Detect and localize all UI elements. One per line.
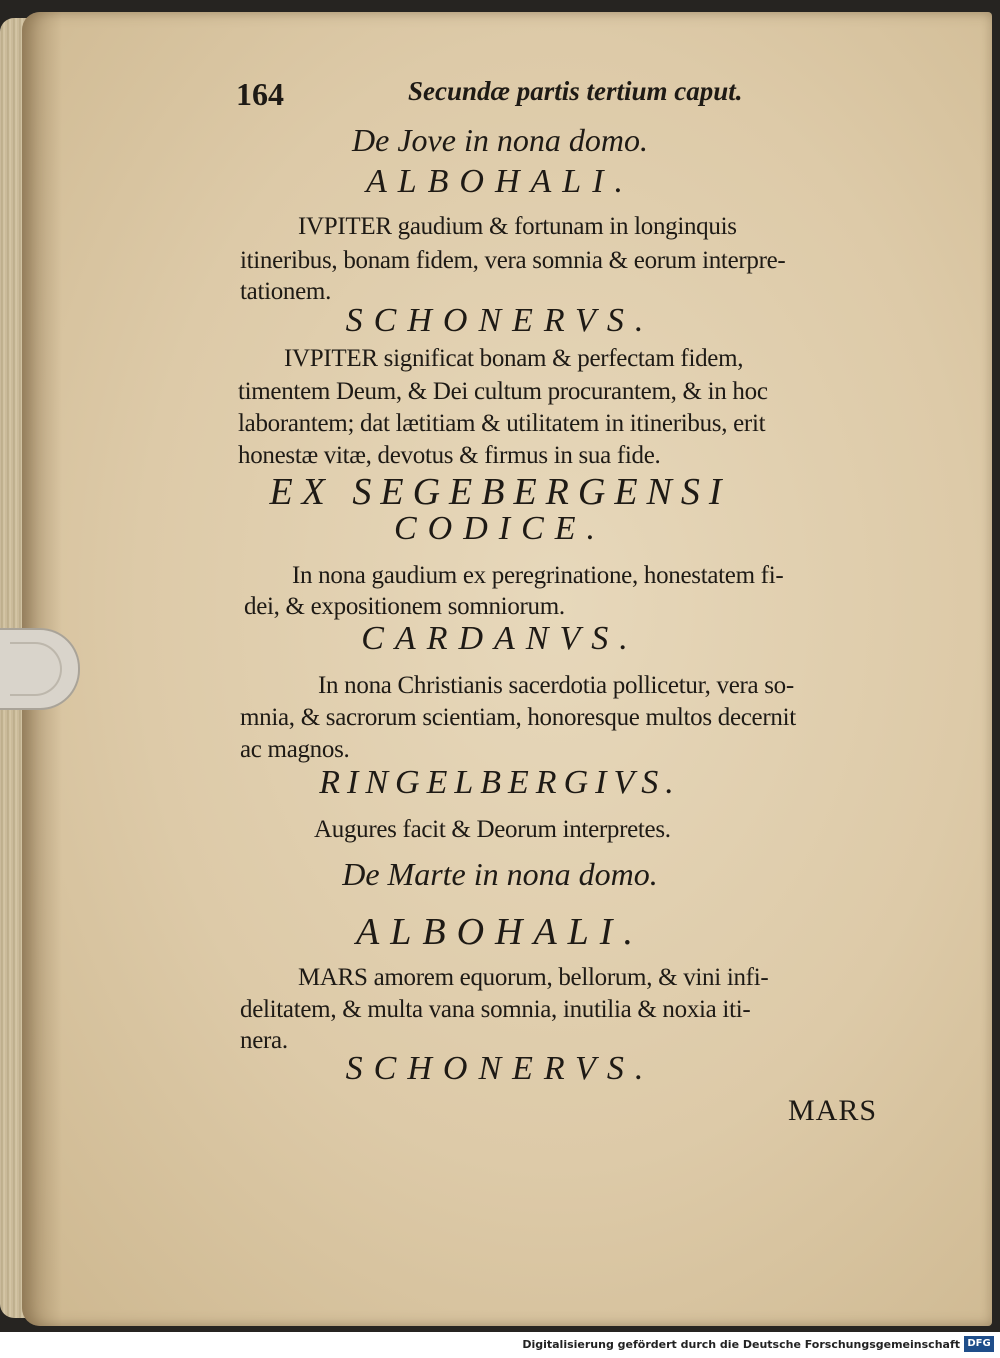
text-line: Augures facit & Deorum interpretes. (314, 816, 671, 843)
text-line: ac magnos. (240, 736, 350, 763)
text-line: In nona gaudium ex peregrinatione, honestatem fi- (292, 562, 784, 589)
footer-note: Digitalisierung gefördert durch die Deutsche Forschungsgemeinschaft (522, 1338, 960, 1351)
text-line: In nona Christianis sacerdotia pollicetur, vera so- (318, 672, 794, 699)
heading-cardanus: CARDANVS. (361, 620, 639, 657)
text-line: timentem Deum, & Dei cultum procurantem, & in hoc (238, 378, 768, 405)
text-line: tationem. (240, 278, 332, 305)
text-line: itineribus, bonam fidem, vera somnia & eorum interpre- (240, 247, 786, 274)
text-line: honestæ vitæ, devotus & firmus in sua fide. (238, 442, 661, 469)
heading-albohali-2: ALBOHALI. (356, 911, 644, 953)
heading-ringelbergius: RINGELBERGIVS. (319, 764, 681, 801)
heading-jove: De Jove in nona domo. (352, 122, 648, 158)
page-number: 164 (236, 76, 284, 112)
catchword: MARS (788, 1094, 878, 1127)
heading-albohali-1: ALBOHALI. (365, 163, 635, 200)
heading-segeberg-1: EX SEGEBERGENSI (269, 471, 731, 513)
dfg-logo: DFG (964, 1336, 994, 1352)
heading-mars: De Marte in nona domo. (342, 856, 658, 892)
text-line: mnia, & sacrorum scientiam, honoresque multos decernit (240, 704, 796, 731)
text-line: IVPITER gaudium & fortunam in longinquis (298, 213, 737, 240)
text-line: laborantem; dat lætitiam & utilitatem in itineribus, erit (238, 410, 766, 437)
heading-schonerus-2: SCHONERVS. (345, 1050, 655, 1087)
text-line: IVPITER significat bonam & perfectam fidem, (284, 345, 744, 372)
text-line: nera. (240, 1027, 288, 1054)
heading-segeberg-2: CODICE. (393, 510, 607, 547)
running-head: Secundæ partis tertium caput. (408, 76, 743, 106)
text-line: delitatem, & multa vana somnia, inutilia & noxia iti- (240, 996, 751, 1023)
book-page (22, 12, 992, 1326)
heading-schonerus-1: SCHONERVS. (345, 302, 655, 339)
text-line: dei, & expositionem somniorum. (244, 593, 565, 620)
text-line: MARS amorem equorum, bellorum, & vini infi- (298, 964, 769, 991)
